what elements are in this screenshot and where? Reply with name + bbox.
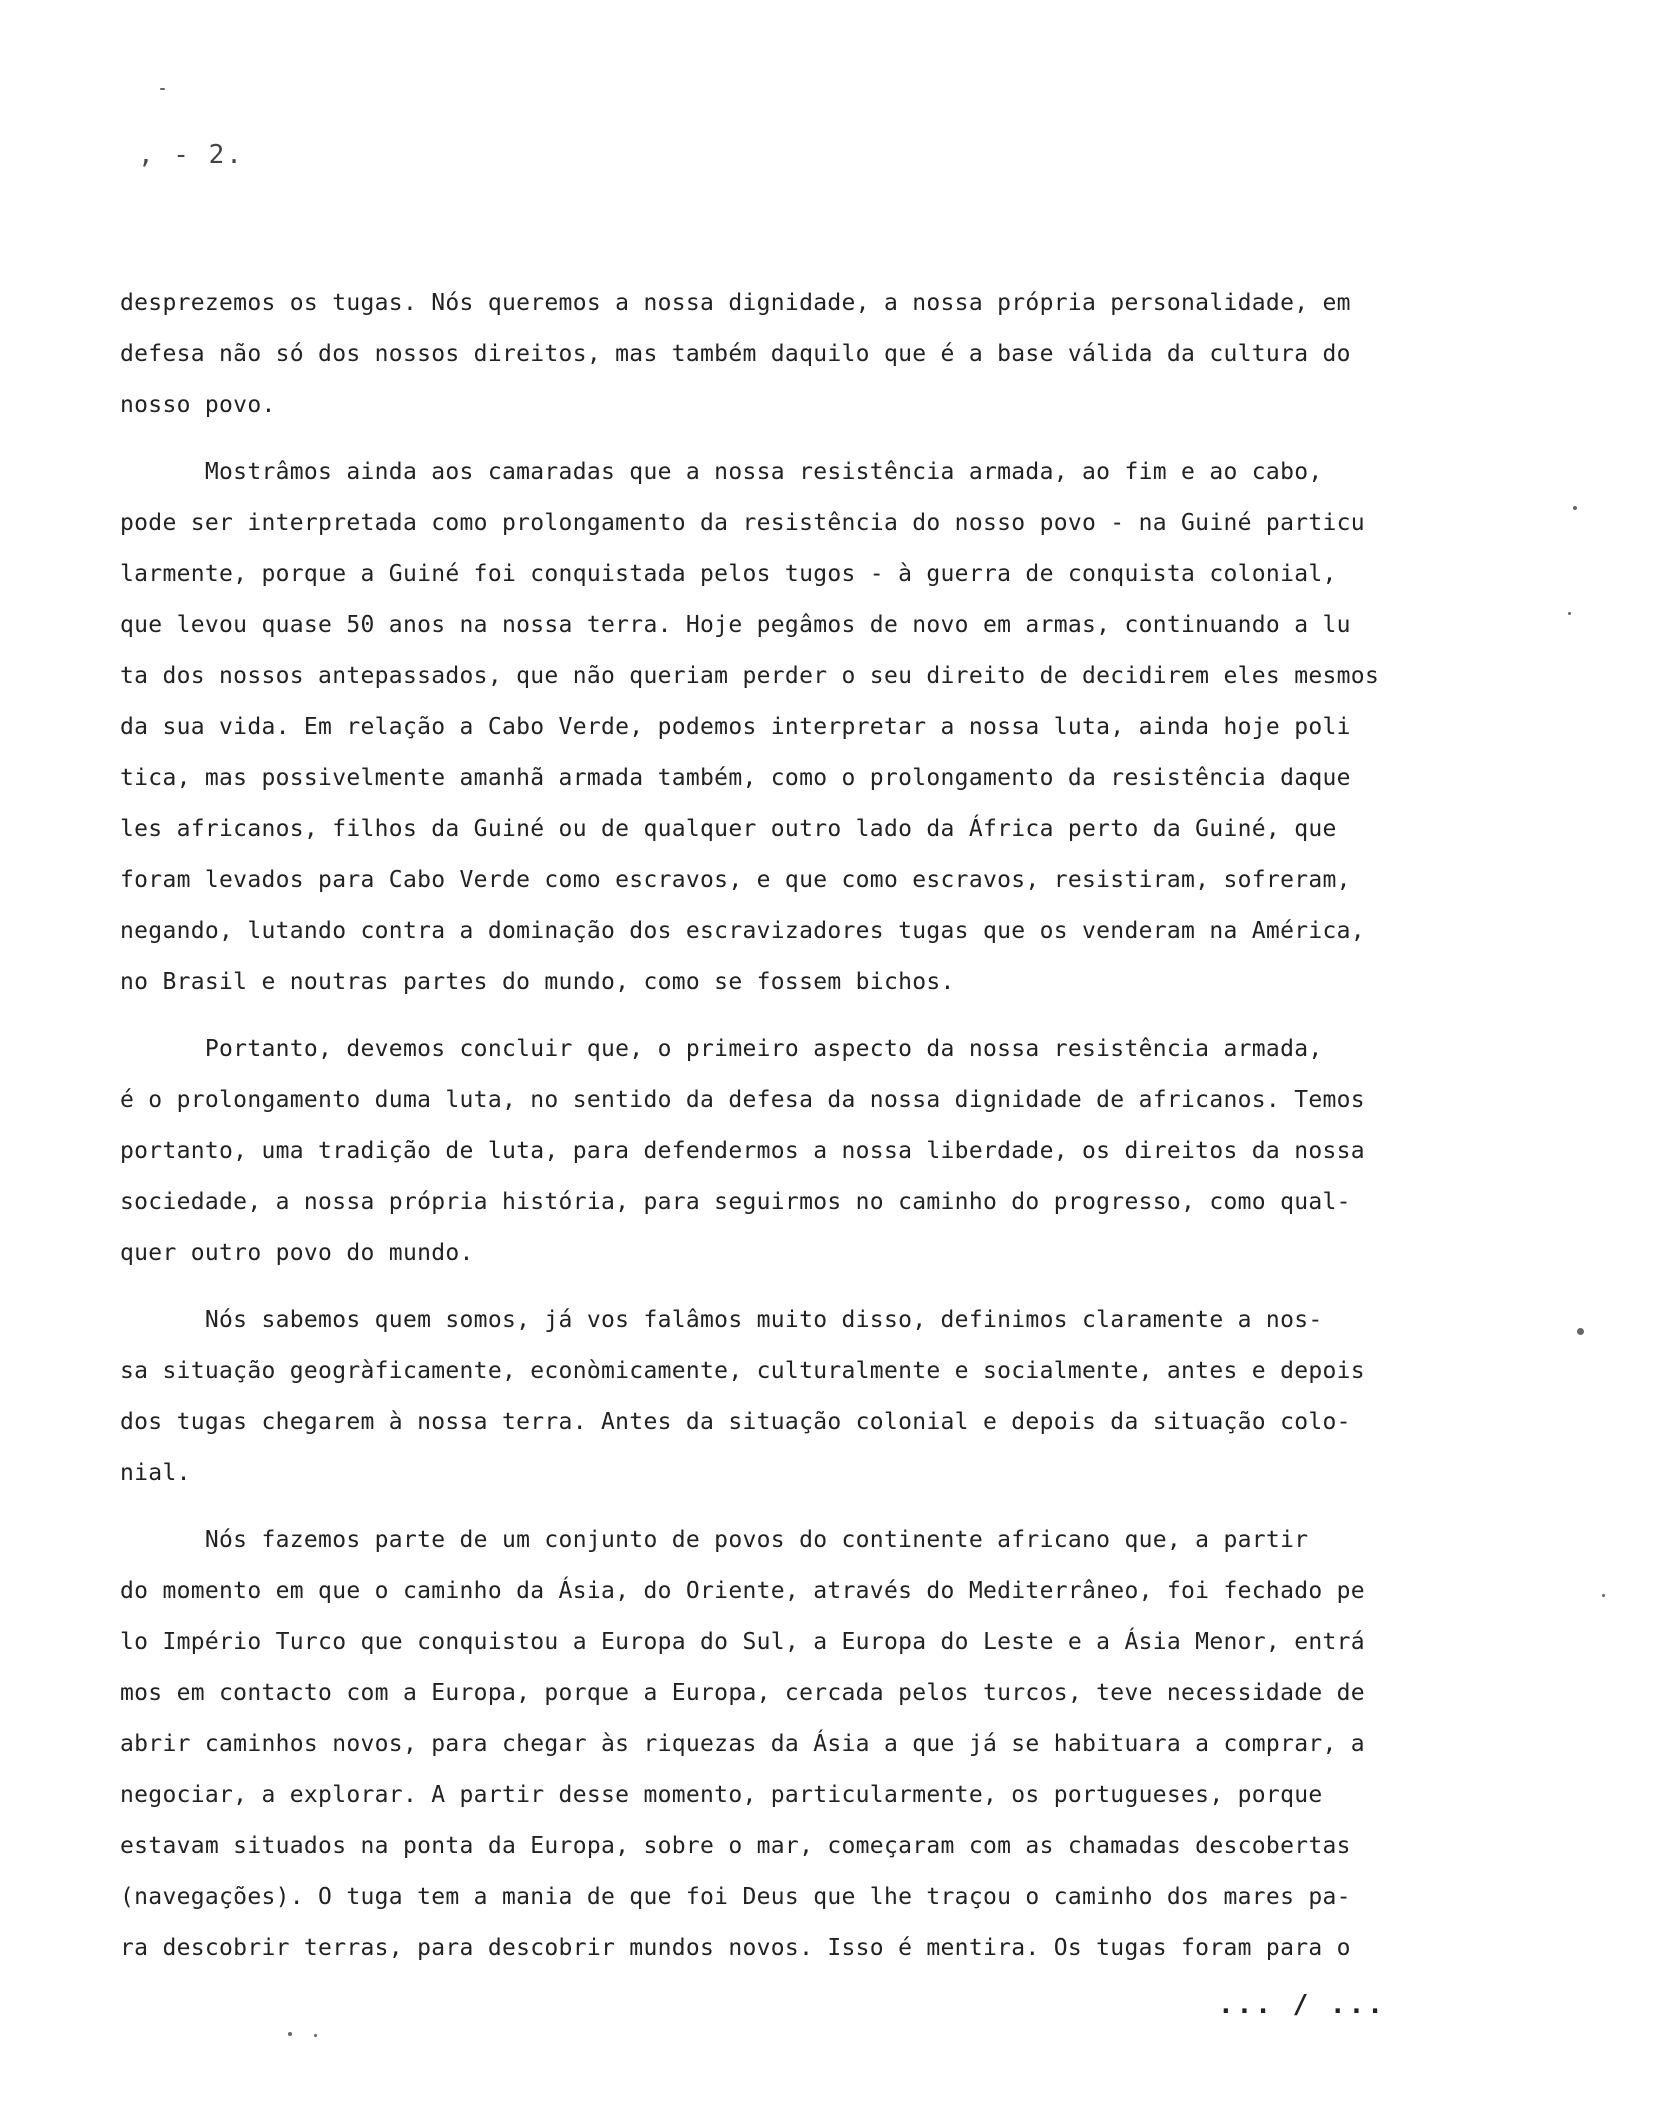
scan-speck (1568, 612, 1571, 615)
text-line: larmente, porque a Guiné foi conquistada pelos tugos - à guerra de conquista colonial, (120, 561, 1337, 587)
text-line: Nós sabemos quem somos, já vos falâmos muito disso, definimos claramente a nos- (120, 1307, 1323, 1333)
text-line: dos tugas chegarem à nossa terra. Antes da situação colonial e depois da situação colo- (120, 1409, 1351, 1435)
text-line: negociar, a explorar. A partir desse momento, particularmente, os portugueses, porque (120, 1782, 1323, 1808)
text-line: Nós fazemos parte de um conjunto de povos do continente africano que, a partir (120, 1527, 1309, 1553)
text-line: foram levados para Cabo Verde como escravos, e que como escravos, resistiram, sofreram, (120, 867, 1351, 893)
text-line: portanto, uma tradição de luta, para defendermos a nossa liberdade, os direitos da nossa (120, 1138, 1365, 1164)
text-line: da sua vida. Em relação a Cabo Verde, podemos interpretar a nossa luta, ainda hoje poli (120, 714, 1351, 740)
text-line: desprezemos os tugas. Nós queremos a nossa dignidade, a nossa própria personalidade, em (120, 290, 1351, 316)
text-line: estavam situados na ponta da Europa, sobre o mar, começaram com as chamadas descobertas (120, 1833, 1351, 1859)
text-line: negando, lutando contra a dominação dos escravizadores tugas que os venderam na América, (120, 918, 1365, 944)
text-line: tica, mas possivelmente amanhã armada também, como o prolongamento da resistência daque (120, 765, 1351, 791)
paragraph (120, 1515, 1510, 1974)
paragraph (120, 1295, 1510, 1499)
text-line: é o prolongamento duma luta, no sentido da defesa da nossa dignidade de africanos. Temos (120, 1087, 1365, 1113)
text-line: les africanos, filhos da Guiné ou de qualquer outro lado da África perto da Guiné, que (120, 816, 1337, 842)
text-line: sa situação geogràficamente, econòmicamente, culturalmente e socialmente, antes e depois (120, 1358, 1365, 1384)
continuation-mark: ... / ... (1218, 1990, 1386, 2020)
text-line: Mostrâmos ainda aos camaradas que a nossa resistência armada, ao fim e ao cabo, (120, 459, 1323, 485)
scan-speck (314, 2034, 317, 2037)
scan-speck (1577, 1328, 1584, 1335)
text-line: no Brasil e noutras partes do mundo, como se fossem bichos. (120, 969, 955, 995)
scan-speck (288, 2032, 292, 2036)
paragraph (120, 1024, 1510, 1279)
text-line: nosso povo. (120, 392, 276, 418)
text-line: Portanto, devemos concluir que, o primeiro aspecto da nossa resistência armada, (120, 1036, 1323, 1062)
text-line: do momento em que o caminho da Ásia, do Oriente, através do Mediterrâneo, foi fechado pe (120, 1578, 1365, 1604)
scan-speck (160, 88, 165, 90)
page-number: , - 2. (138, 140, 244, 170)
text-line: ra descobrir terras, para descobrir mundos novos. Isso é mentira. Os tugas foram para o (120, 1935, 1351, 1961)
body-text (120, 278, 1510, 1990)
text-line: nial. (120, 1460, 191, 1486)
paragraph (120, 447, 1510, 1008)
text-line: lo Império Turco que conquistou a Europa do Sul, a Europa do Leste e a Ásia Menor, entrá (120, 1629, 1365, 1655)
text-line: quer outro povo do mundo. (120, 1240, 474, 1266)
text-line: sociedade, a nossa própria história, para seguirmos no caminho do progresso, como qual- (120, 1189, 1351, 1215)
text-line: pode ser interpretada como prolongamento da resistência do nosso povo - na Guiné particu (120, 510, 1365, 536)
text-line: mos em contacto com a Europa, porque a Europa, cercada pelos turcos, teve necessidade de (120, 1680, 1365, 1706)
text-line: que levou quase 50 anos na nossa terra. Hoje pegâmos de novo em armas, continuando a lu (120, 612, 1351, 638)
text-line: (navegações). O tuga tem a mania de que foi Deus que lhe traçou o caminho dos mares pa- (120, 1884, 1351, 1910)
text-line: ta dos nossos antepassados, que não queriam perder o seu direito de decidirem eles mesmos (120, 663, 1380, 689)
scan-speck (1602, 1594, 1605, 1597)
scan-speck (1573, 506, 1577, 510)
text-line: defesa não só dos nossos direitos, mas também daquilo que é a base válida da cultura do (120, 341, 1351, 367)
text-line: abrir caminhos novos, para chegar às riquezas da Ásia a que já se habituara a comprar, a (120, 1731, 1365, 1757)
paragraph (120, 278, 1510, 431)
